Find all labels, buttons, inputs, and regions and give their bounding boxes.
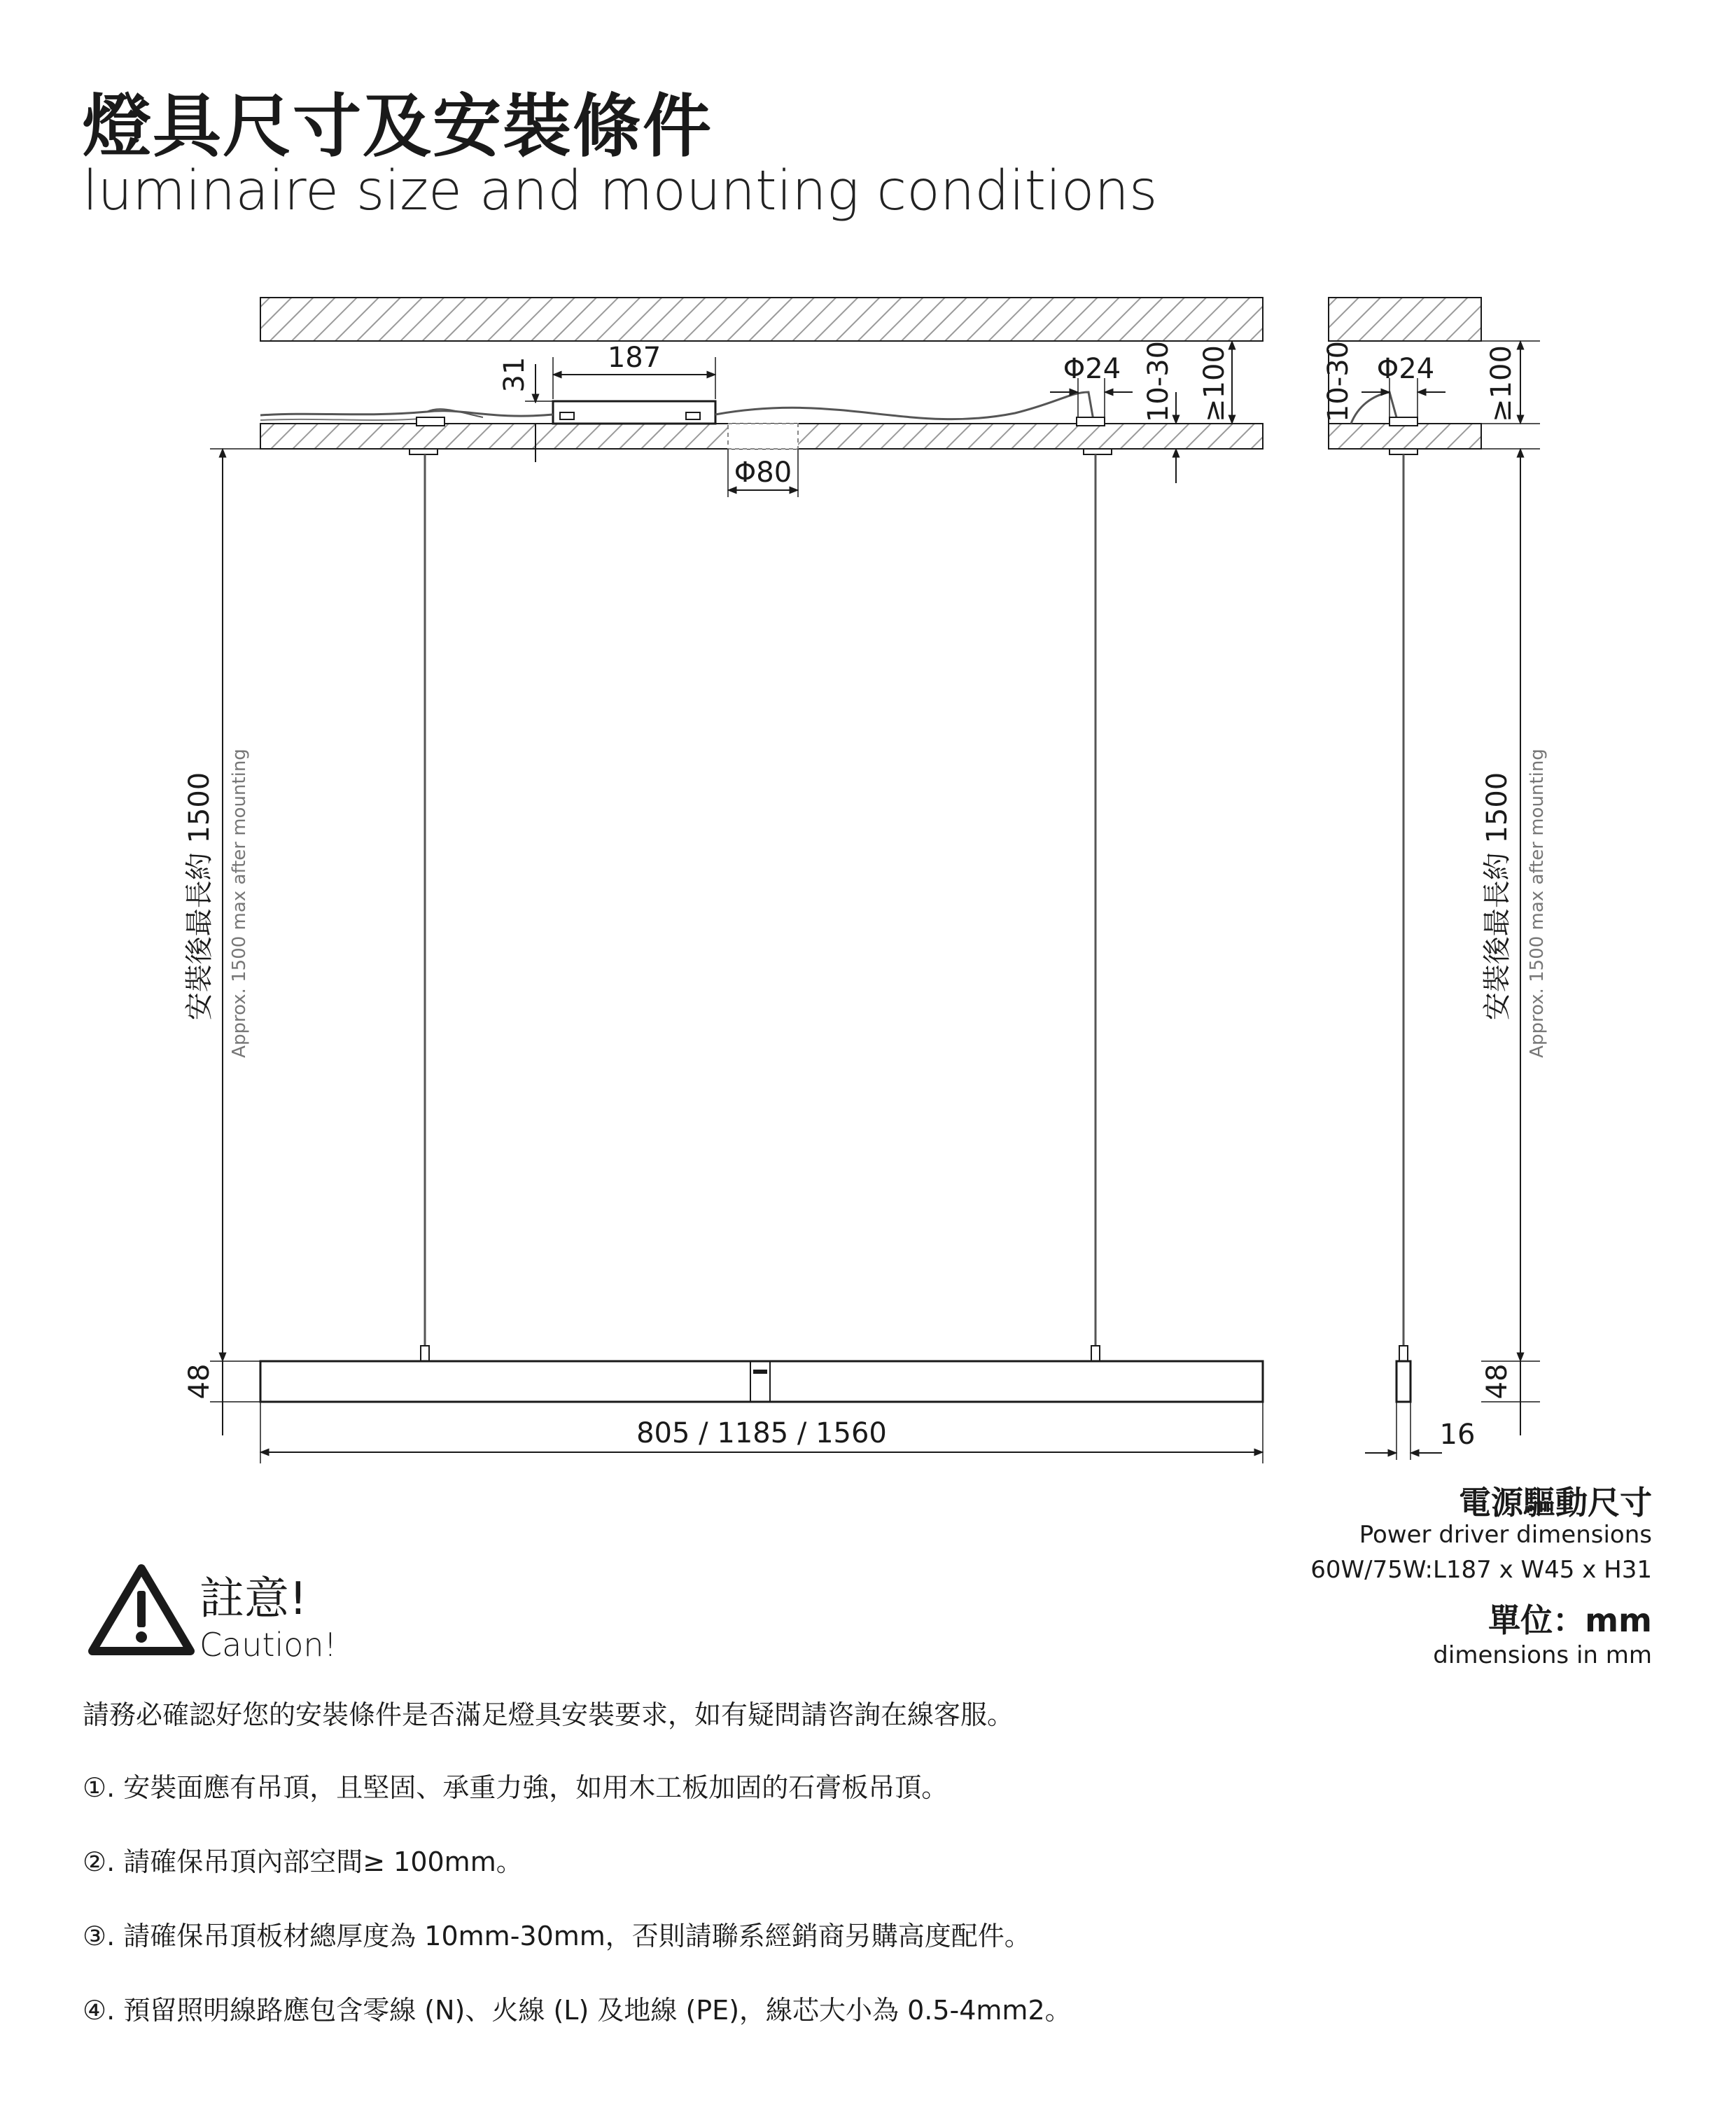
luminaire-body bbox=[260, 1361, 1263, 1402]
dim-suspension-left-cn: 安裝後最長約 1500 bbox=[183, 772, 216, 1021]
note-item: ④. 預留照明線路應包含零線 (N)、火線 (L) 及地線 (PE)，線芯大小為 0.5-4mm2。 bbox=[83, 1995, 1072, 2026]
mains-cable bbox=[260, 411, 553, 416]
upper-slab-main bbox=[260, 298, 1263, 341]
ceiling-opening bbox=[728, 424, 798, 449]
dim-canopy-diameter-side: Φ24 bbox=[1376, 353, 1435, 385]
page-title: 燈具尺寸及安裝條件 bbox=[83, 87, 713, 167]
units-subtitle: dimensions in mm bbox=[1433, 1641, 1652, 1669]
note-item: ③. 請確保吊頂板材總厚度為 10mm-30mm，否則請聯系經銷商另購高度配件。 bbox=[83, 1921, 1031, 1951]
canopy-left bbox=[416, 417, 444, 426]
canopy-right bbox=[1077, 417, 1105, 426]
canopy-side bbox=[1390, 417, 1418, 426]
dim-body-height-right: 48 bbox=[1481, 1363, 1513, 1400]
dim-luminaire-width: 16 bbox=[1439, 1419, 1476, 1451]
caution-title: 註意! bbox=[200, 1573, 307, 1625]
dim-suspension-left-en: Approx. 1500 max after mounting bbox=[229, 749, 250, 1058]
page-subtitle: luminaire size and mounting conditions bbox=[83, 160, 1158, 223]
luminaire-side-section bbox=[1396, 1361, 1410, 1402]
dim-ceiling-thickness-main: 10-30 bbox=[1142, 340, 1175, 423]
units-title: 單位：mm bbox=[1488, 1601, 1652, 1639]
upper-slab-side bbox=[1329, 298, 1481, 341]
power-driver-spec: 60W/75W:L187 x W45 x H31 bbox=[1310, 1556, 1652, 1584]
notes-intro: 請務必確認好您的安裝條件是否滿足燈具安裝要求，如有疑問請咨詢在線客服。 bbox=[83, 1699, 1014, 1730]
dim-canopy-diameter-main: Φ24 bbox=[1063, 353, 1121, 385]
caution-subtitle: Caution! bbox=[200, 1626, 337, 1664]
note-item: ②. 請確保吊頂內部空間≥ 100mm。 bbox=[83, 1846, 523, 1877]
dim-luminaire-length: 805 / 1185 / 1560 bbox=[636, 1417, 887, 1449]
dim-cavity-side: ≥100 bbox=[1485, 345, 1518, 422]
power-driver-title: 電源驅動尺寸 bbox=[1459, 1484, 1652, 1522]
warning-triangle-icon bbox=[92, 1568, 190, 1651]
driver-to-canopy-cable bbox=[715, 392, 1093, 420]
dim-suspension-right-cn: 安裝後最長約 1500 bbox=[1481, 772, 1513, 1021]
dim-body-height-left: 48 bbox=[183, 1363, 216, 1400]
dim-opening-diameter: Φ80 bbox=[734, 457, 792, 489]
ceiling-board-side bbox=[1329, 424, 1481, 449]
dim-driver-height: 31 bbox=[498, 356, 531, 393]
power-driver-subtitle: Power driver dimensions bbox=[1359, 1521, 1652, 1549]
dim-ceiling-thickness-side: 10-30 bbox=[1322, 340, 1354, 423]
dim-suspension-right-en: Approx. 1500 max after mounting bbox=[1527, 749, 1548, 1058]
dim-cavity-main: ≥100 bbox=[1198, 345, 1231, 422]
dim-driver-length: 187 bbox=[607, 342, 662, 374]
note-item: ①. 安裝面應有吊頂，且堅固、承重力強，如用木工板加固的石膏板吊頂。 bbox=[83, 1772, 948, 1803]
